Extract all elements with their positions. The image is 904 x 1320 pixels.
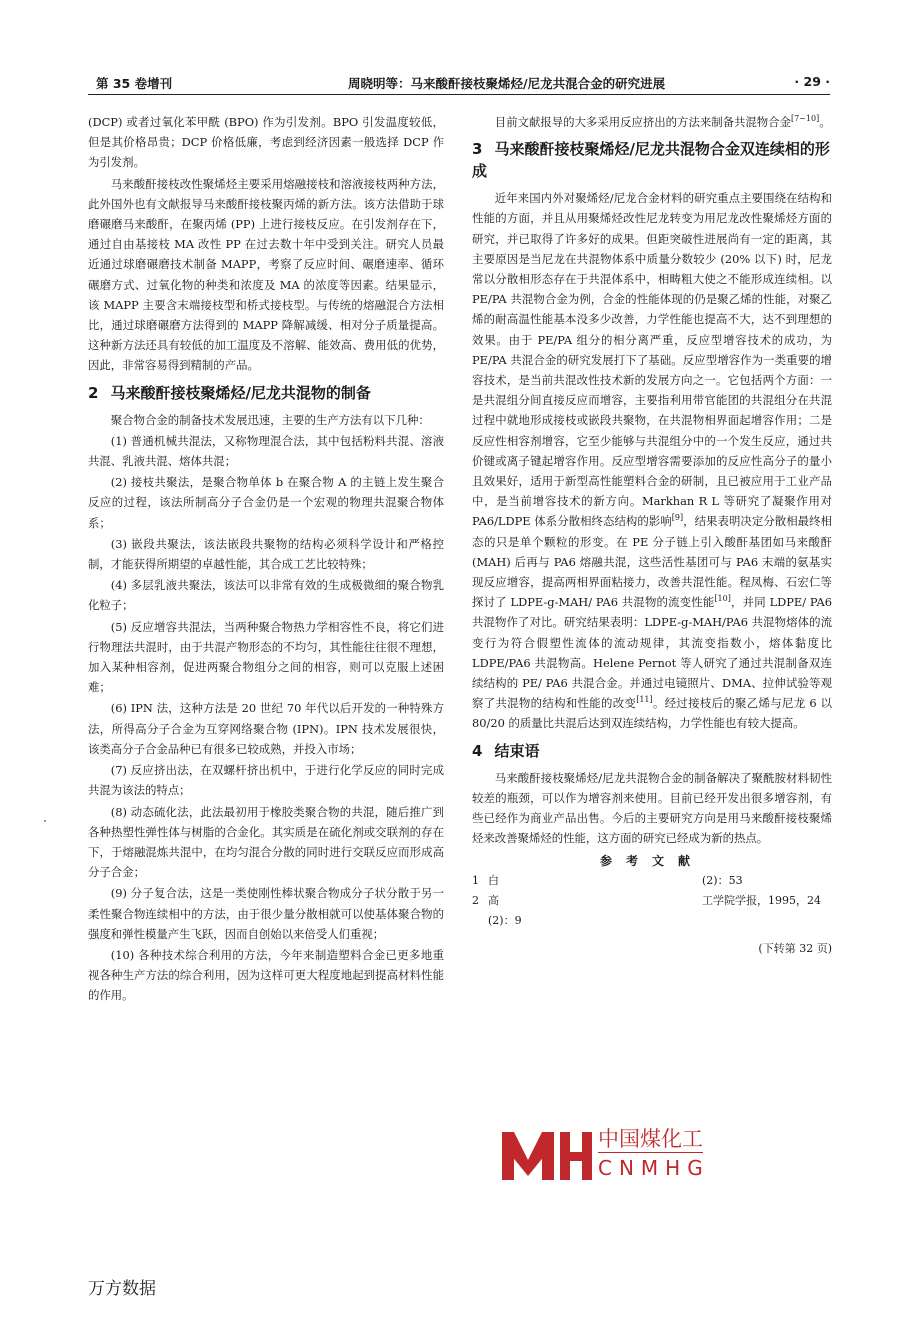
paragraph-text: 。 [819, 115, 831, 129]
paragraph-text: 目前文献报导的大多采用反应挤出的方法来制备共混物合金 [494, 115, 791, 129]
section-number: 4 [472, 741, 483, 760]
list-item: (6) IPN 法，这种方法是 20 世纪 70 年代以后开发的一种特殊方法，所得高分子合金为互穿网络聚合物 (IPN)。IPN 技术发展很快，该类高分子合金品种已有很多已较成熟，并投入市场； [88, 701, 444, 756]
list-item: (5) 反应增容共混法，当两种聚合物热力学相容性不良，将它们进行物理法共混时，由于共混产物形态的不均匀，其性能往往很不理想，加入某种相容剂，促进两聚合物组分之间的相容，则可以克服上述困难； [88, 619, 444, 695]
paragraph: 聚合物合金的制备技术发展迅速，主要的生产方法有以下几种： [110, 412, 430, 427]
section-number: 2 [88, 383, 99, 402]
list-item: (7) 反应挤出法，在双螺杆挤出机中，于进行化学反应的同时完成共混为该法的特点； [88, 763, 444, 798]
section-heading-3 [472, 138, 832, 182]
paragraph: (DCP) 或者过氧化苯甲酰 (BPO) 作为引发剂。BPO 引发温度较低，但是其价格昂贵；DCP 价格低廉，考虑到经济因素一般选择 DCP 作为引发剂。 [88, 115, 444, 170]
running-header [88, 72, 830, 95]
list-item: (1) 普通机械共混法，又称物理混合法，其中包括粉料共混、溶液共混、乳液共混、熔体共混； [88, 433, 444, 469]
paragraph-text: ，并同 LDPE/ PA6 共混物作了对比。研究结果表明：LDPE-g-MAH/PA6 共混物熔体的流变行为符合假塑性流体的流动规律，其流变指数小，熔体黏度比 LDPE/PA6 共混物高。Helene Pernot 等人研究了通过共混制备双连续结构的 PE/ PA6 共混合金。并通过电镜照片、DMA、拉伸试验等观察了共混物的结构和性能的改变 [472, 595, 832, 711]
watermark-cn-text: 中国煤化工 [598, 1127, 703, 1151]
right-column [472, 112, 832, 959]
section-heading-4 [472, 740, 832, 762]
reference-number: 1 [472, 873, 479, 887]
journal-volume: 第 35 卷增刊 [96, 76, 173, 91]
paragraph-text: ，结果表明决定分散相最终相态的只是单个颗粒的形变。在 PE 分子链上引入酸酐基团如马来酸酐 (MAH) 后再与 PA6 熔融共混，这些活性基团可与 PA6 末端的氨基实现反应增容，提高两相界面粘接力，改善共混性能。程凤梅、石宏仁等探讨了 LDPE-g-MAH/ PA6 共混物的流变性能 [472, 514, 832, 610]
list-item: (2) 接枝共聚法，是聚合物单体 b 在聚合物 A 的主链上发生聚合反应的过程，该法所制高分子合金仍是一个宏观的物理共混聚合物体系； [88, 475, 444, 530]
citation: [9] [671, 513, 684, 523]
reference-tail: (2)：53 [702, 873, 743, 887]
page-number: · 29 · [794, 74, 830, 89]
continued-note: (下转第 32 页) [758, 941, 832, 955]
list-item: (9) 分子复合法，这是一类使刚性棒状聚合物成分子状分散于另一柔性聚合物连续相中的方法，由于很少量分散相就可以使基体聚合物的强度和弹性模量产生飞跃，因而自创始以来倍受人们重视； [88, 886, 444, 941]
left-column [88, 112, 444, 1007]
scan-artifact [44, 820, 46, 822]
reference-item [472, 871, 832, 891]
section-number: 3 [472, 140, 483, 159]
paragraph [472, 188, 832, 733]
running-title: 周晓明等：马来酸酐接枝聚烯烃/尼龙共混合金的研究进展 [348, 76, 666, 91]
section-title: 马来酸酐接枝聚烯烃/尼龙共混物合金双连续相的形成 [472, 140, 830, 181]
citation: [7~10] [790, 114, 820, 124]
list-item: (3) 嵌段共聚法，该法嵌段共聚物的结构必须科学设计和严格控制，才能获得所期望的卓越性能，其合成工艺比较特殊； [88, 536, 444, 572]
reference-item [472, 891, 832, 911]
citation: [10] [714, 594, 731, 604]
section-title: 马来酸酐接枝聚烯烃/尼龙共混物的制备 [110, 383, 371, 402]
reference-continuation: (2)：9 [488, 913, 522, 927]
section-heading-2 [88, 382, 444, 404]
section-title: 结束语 [494, 741, 540, 760]
reference-tail: 工学院学报，1995，24 [702, 893, 821, 907]
footer-brand: 万方数据 [88, 1279, 156, 1299]
watermark-mh-icon [498, 1124, 594, 1182]
paragraph [472, 112, 832, 132]
watermark-logo [498, 1124, 728, 1182]
paragraph: 马来酸酐接枝聚烯烃/尼龙共混物合金的制备解决了聚酰胺材料韧性较差的瓶颈，可以作为增容剂来使用。目前已经开发出很多增容剂，有些已经作为商业产品出售。今后的主要研究方向是用马来酸酐接枝聚烯烃来改善聚烯烃的性能，这方面的研究已经成为新的热点。 [472, 770, 832, 846]
paragraph-text: 近年来国内外对聚烯烃/尼龙合金材料的研究重点主要围绕在结构和性能的方面，并且从用聚烯烃改性尼龙转变为用尼龙改性聚烯烃方面的研究，并已取得了许多好的成果。但距突破性进展尚有一定的距离，其主要原因是当尼龙在共混物体系中质量分数较少 (20% 以下) 时，尼龙常以分散相形态存在于共混体系中，相畴粗大使之不能形成连续相。以 PE/PA 共混物合金为例，合金的性能体现的仍是聚乙烯的性能，对聚乙烯的耐高温性能基本没多少改善，力学性能也提高不大，达不到理想的效果。由于 PE/PA 组分的相分离严重，反应型增容技术的成功，为 PE/PA 共混合金的研究发展打下了基础。反应型增容作为一类重要的增容技术，是当前共混改性技术新的发展方向之一。它包括两个方面：一是共混组分间直接反应而增容，主要指利用带官能团的共混组分在共混过程中就地形成接枝或嵌段共聚物，在共混物相界面起增容作用；二是反应性相容剂增容，它至少能够与共混组分中的一个发生反应，通过共价键或离子键起增容作用。反应型增容需要添加的反应性高分子的量小且效果好，适用于新型高性能塑料合金的研制，且已被应用于工业产品中，是当前增容技术的新方向。Markhan R L 等研究了凝聚作用对 PA6/LDPE 体系分散相终态结构的影响 [472, 191, 832, 529]
citation: [11] [636, 695, 653, 705]
references-heading: 参考文献 [599, 853, 704, 868]
reference-text: 白 [488, 873, 499, 887]
list-item: (10) 各种技术综合利用的方法，今年来制造塑料合金已更多地重视各种生产方法的综合利用，因为这样可更大程度地起到提高材料性能的作用。 [88, 947, 444, 1003]
list-item: (8) 动态硫化法，此法最初用于橡胶类聚合物的共混，随后推广到各种热塑性弹性体与树脂的合金化。其实质是在硫化剂或交联剂的存在下，于熔融混炼共混中，在均匀混合分散的同时进行交联反应而形成高分子合金； [88, 804, 444, 880]
list-item: (4) 多层乳液共聚法，该法可以非常有效的生成极微细的聚合物乳化粒子； [88, 578, 444, 613]
paragraph-text: 。经过接枝后的聚乙烯与尼龙 6 以 80/20 的质量比共混后达到双连续结构，力学性能也有较大提高。 [472, 696, 832, 731]
reference-number: 2 [472, 893, 479, 907]
reference-text: 高 [488, 893, 499, 907]
paragraph: 马来酸酐接枝改性聚烯烃主要采用熔融接枝和溶液接枝两种方法，此外国外也有文献报导马来酸酐接枝聚丙烯的新方法。该方法借助于球磨碾磨马来酸酐，在聚丙烯 (PP) 上进行接枝反应。在引发剂存在下，通过自由基接枝 MA 改性 PP 在过去数十年中受到关注。研究人员最近通过球磨碾磨技术制备 MAPP，考察了反应时间、碾磨速率、循环碾磨方式、过氧化物的种类和浓度及 MA 的浓度等因素。结果显示，该 MAPP 主要含末端接枝型和桥式接枝型。与传统的熔融混合方法相比，通过球磨碾磨方法得到的 MAPP 降解减缓、相对分子质量提高。这种新方法还具有较低的加工温度及不溶解、能效高、费用低的优势，因此，非常容易得到精制的产品。 [88, 176, 444, 373]
watermark-en-text: CNMHG [598, 1156, 710, 1180]
